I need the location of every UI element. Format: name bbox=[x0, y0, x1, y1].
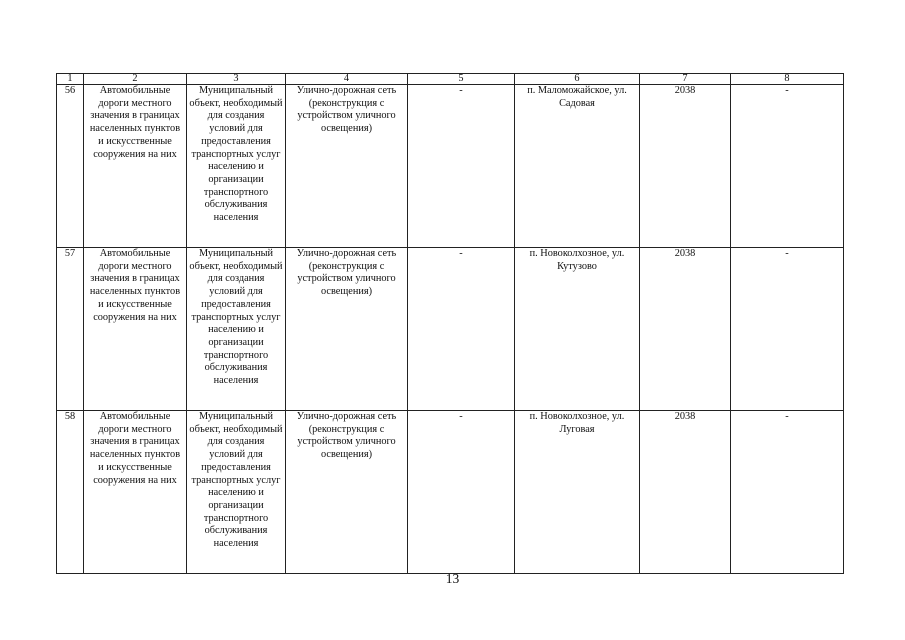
object-location: п. Новоколхозное, ул. Луговая bbox=[515, 411, 640, 574]
row-number: 58 bbox=[57, 411, 84, 574]
header-row bbox=[57, 74, 844, 85]
header-cell-8: 8 bbox=[731, 74, 844, 85]
column-8-value: - bbox=[731, 248, 844, 411]
object-purpose: Улично-дорожная сеть (реконструкция с устройством уличного освещения) bbox=[286, 411, 408, 574]
object-year: 2038 bbox=[640, 248, 731, 411]
column-5-value: - bbox=[408, 411, 515, 574]
table-row bbox=[57, 248, 844, 411]
object-year: 2038 bbox=[640, 411, 731, 574]
header-cell-7: 7 bbox=[640, 74, 731, 85]
column-8-value: - bbox=[731, 85, 844, 248]
object-type: Автомобильные дороги местного значения в границах населенных пунктов и искусственные сооружения на них bbox=[84, 411, 187, 574]
object-location: п. Маломожайское, ул. Садовая bbox=[515, 85, 640, 248]
object-status: Муниципальный объект, необходимый для создания условий для предоставления транспортных услуг населению и организации транспортного обслуживания населения bbox=[187, 248, 286, 411]
header-cell-2: 2 bbox=[84, 74, 187, 85]
object-type: Автомобильные дороги местного значения в границах населенных пунктов и искусственные сооружения на них bbox=[84, 85, 187, 248]
table-row bbox=[57, 85, 844, 248]
object-status: Муниципальный объект, необходимый для создания условий для предоставления транспортных услуг населению и организации транспортного обслуживания населения bbox=[187, 85, 286, 248]
column-5-value: - bbox=[408, 248, 515, 411]
header-cell-4: 4 bbox=[286, 74, 408, 85]
header-cell-3: 3 bbox=[187, 74, 286, 85]
header-cell-6: 6 bbox=[515, 74, 640, 85]
objects-table bbox=[56, 73, 844, 574]
object-purpose: Улично-дорожная сеть (реконструкция с устройством уличного освещения) bbox=[286, 85, 408, 248]
header-cell-1: 1 bbox=[57, 74, 84, 85]
column-5-value: - bbox=[408, 85, 515, 248]
object-status: Муниципальный объект, необходимый для создания условий для предоставления транспортных услуг населению и организации транспортного обслуживания населения bbox=[187, 411, 286, 574]
row-number: 57 bbox=[57, 248, 84, 411]
object-location: п. Новоколхозное, ул. Кутузово bbox=[515, 248, 640, 411]
column-8-value: - bbox=[731, 411, 844, 574]
row-number: 56 bbox=[57, 85, 84, 248]
object-purpose: Улично-дорожная сеть (реконструкция с устройством уличного освещения) bbox=[286, 248, 408, 411]
table-row bbox=[57, 411, 844, 574]
object-type: Автомобильные дороги местного значения в границах населенных пунктов и искусственные сооружения на них bbox=[84, 248, 187, 411]
header-cell-5: 5 bbox=[408, 74, 515, 85]
page-number: 13 bbox=[445, 571, 460, 586]
object-year: 2038 bbox=[640, 85, 731, 248]
